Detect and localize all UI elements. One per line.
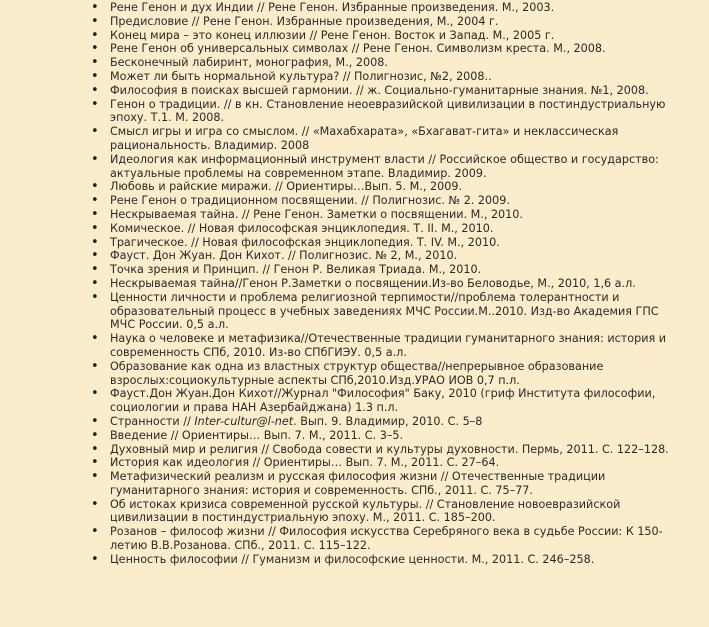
list-item: • Фауст. Дон Жуан. Дон Кихот. // Полигнозис. № 2, М., 2010. (110, 249, 670, 263)
item-text: . Вып. 9. Владимир, 2010. С. 5–8 (293, 414, 483, 428)
list-item: • Духовный мир и религия // Свобода совести и культуры духовности. Пермь, 2011. С. 122–128. (110, 443, 670, 457)
list-item: • Генон о традиции. // в кн. Становление неоевразийской цивилизации в постиндустриальную эпоху. Т.1. М. 2008. (110, 98, 670, 126)
list-item: • Образование как одна из властных структур общества//непрерывное образование взрослых:социокультурные аспекты СПб,2010.Изд.УРАО ИОВ 0,7 п.л. (110, 360, 670, 388)
publication-list (110, 1, 670, 567)
list-item: • Философия в поисках высшей гармонии. // ж. Социально-гуманитарные знания. №1, 2008. (110, 84, 670, 98)
list-item: • Нескрываемая тайна//Генон Р.Заметки о посвящении.Из-во Беловодье, М., 2010, 1,6 а.л. (110, 277, 670, 291)
list-item: • История как идеология // Ориентиры… Вып. 7. М., 2011. С. 27–64. (110, 456, 670, 470)
list-item: • Смысл игры и игра со смыслом. // «Махабхарата», «Бхагават-гита» и некласcическая рациональность. Владимир. 2008 (110, 125, 670, 153)
list-item: • Любовь и райские миражи. // Ориентиры…Вып. 5. М., 2009. (110, 180, 670, 194)
list-item: • Может ли быть нормальной культура? // Полигнозис, №2, 2008.. (110, 70, 670, 84)
list-item: • Комическое. // Новая философская энциклопедия. Т. II. М., 2010. (110, 222, 670, 236)
list-item: • Точка зрения и Принцип. // Генон Р. Великая Триада. М., 2010. (110, 263, 670, 277)
list-item: • Розанов – философ жизни // Философия искусства Серебряного века в судьбе России: К 150-летию В.В.Розанова. СПб., 2011. С. 115–122. (110, 525, 670, 553)
list-item: • Рене Генон об универсальных символах // Рене Генон. Символизм креста. М., 2008. (110, 42, 670, 56)
list-item: • Идеология как информационный инструмент власти // Российское общество и государство: актуальные проблемы на современном этапе. Владимир. 2009. (110, 153, 670, 181)
list-item: • Рене Генон о традиционном посвящении. // Полигнозис. № 2. 2009. (110, 194, 670, 208)
item-text-italic: Inter-cultur@l-net (194, 414, 294, 428)
list-item: • Трагическое. // Новая философская энциклопедия. Т. IV. М., 2010. (110, 236, 670, 250)
list-item: • Предисловие // Рене Генон. Избранные произведения, М., 2004 г. (110, 15, 670, 29)
item-text: Странности // (110, 414, 195, 428)
list-item: • Ценность философии // Гуманизм и философские ценности. М., 2011. С. 246–258. (110, 553, 670, 567)
list-item: • Об истоках кризиса современной русской культуры. // Становление новоевразийской цивилизации в постиндустриальную эпоху. М., 2011. С. 185–200. (110, 498, 670, 526)
list-item: • Нескрываемая тайна. // Рене Генон. Заметки о посвящении. М., 2010. (110, 208, 670, 222)
list-item: • Введение // Ориентиры… Вып. 7. М., 2011. С. 3–5. (110, 429, 670, 443)
list-item: • Ценности личности и проблема религиозной терпимости//проблема толерантности и образовательный процесс в учебных заведениях МЧС России.М..2010. Изд-во Академия ГПС МЧС России. 0,5 а.л. (110, 291, 670, 332)
list-item: • Фауст.Дон Жуан.Дон Кихот//Журнал "Философия" Баку, 2010 (гриф Института философии, социологии и права НАН Азербайджана) 1.3 п.л. (110, 387, 670, 415)
list-item: • Метафизический реализм и русская философия жизни // Отечественные традиции гуманитарного знания: история и современность. СПб., 2011. С. 75–77. (110, 470, 670, 498)
list-item: • Наука о человеке и метафизика//Отечественные традиции гуманитарного знания: история и современность СПб, 2010. Из-во СПбГИЭУ. 0,5 а.л. (110, 332, 670, 360)
list-item: • Рене Генон и дух Индии // Рене Генон. Избранные произведения. М., 2003. (110, 1, 670, 15)
list-item: • Бесконечный лабиринт, монография, М., 2008. (110, 56, 670, 70)
list-item (110, 415, 670, 429)
list-item: • Конец мира – это конец иллюзии // Рене Генон. Восток и Запад. М., 2005 г. (110, 29, 670, 43)
